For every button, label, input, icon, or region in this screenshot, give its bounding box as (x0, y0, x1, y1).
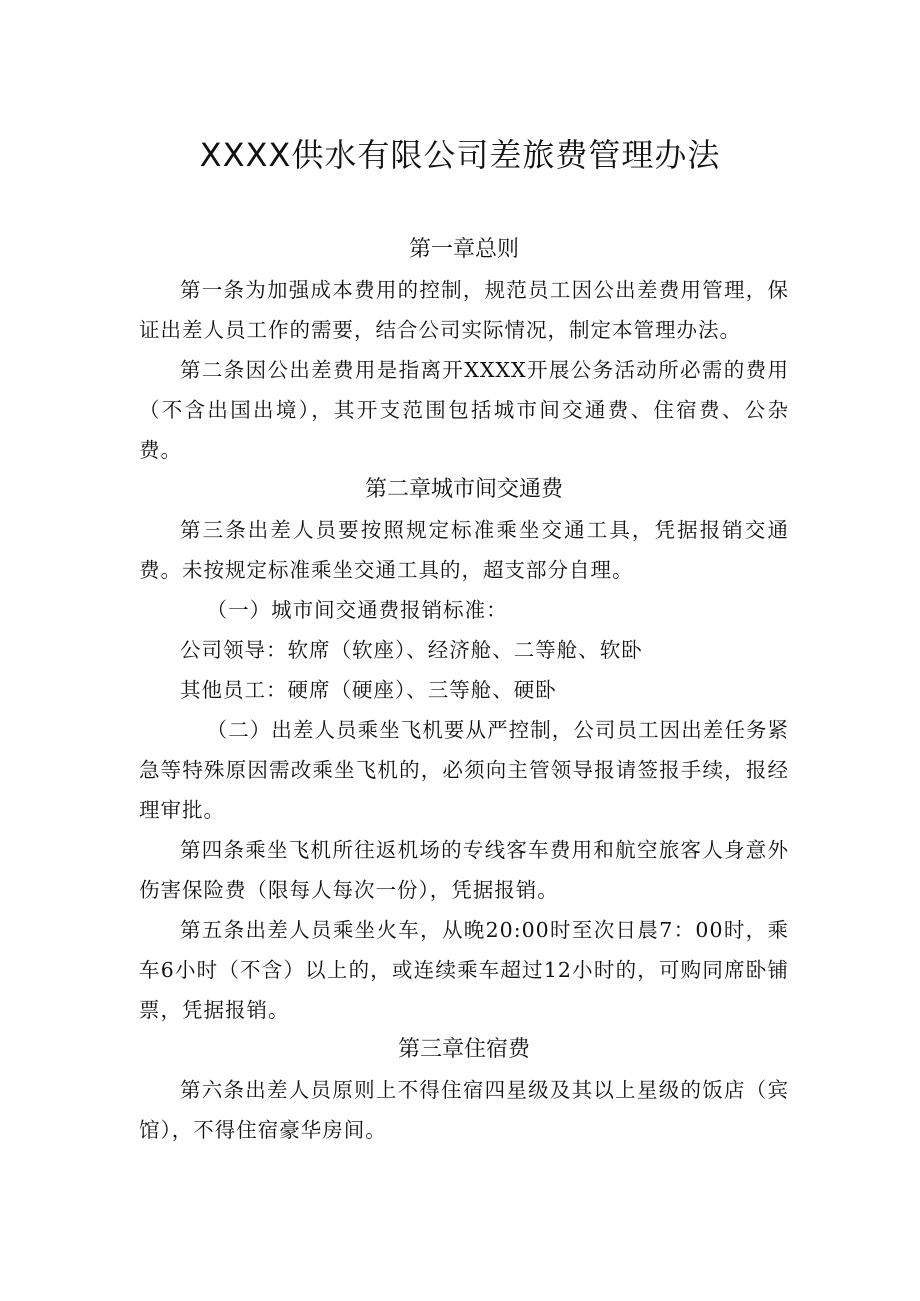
document-title: XXXX供水有限公司差旅费管理办法 (199, 136, 721, 174)
chapter-heading-2: 第二章城市间交通费 (364, 477, 563, 502)
article-3: 第三条出差人员要按照规定标准乘坐交通工具，凭据报销交通费。未按规定标准乘坐交通工具的，超支部分自理。 (139, 518, 789, 582)
transport-standard-heading: （一）城市间交通费报销标准： (206, 598, 508, 622)
document-body (139, 230, 789, 1150)
article-5: 第五条出差人员乘坐火车，从晚20:00时至次日晨7：00时，乘车6小时（不含）以上的，或连续乘车超过12小时的，可购同席卧铺票，凭据报销。 (139, 918, 789, 1022)
transport-standard-leaders: 公司领导：软席（软座）、经济舱、二等舱、软卧 (180, 638, 643, 662)
flight-control-clause: （二）出差人员乘坐飞机要从严控制，公司员工因出差任务紧急等特殊原因需改乘坐飞机的，必须向主管领导报请签报手续，报经理审批。 (139, 718, 789, 822)
article-2: 第二条因公出差费用是指离开XXXX开展公务活动所必需的费用（不含出国出境），其开支范围包括城市间交通费、住宿费、公杂费。 (139, 358, 789, 462)
article-1: 第一条为加强成本费用的控制，规范员工因公出差费用管理，保证出差人员工作的需要，结合公司实际情况，制定本管理办法。 (139, 278, 789, 342)
chapter-heading-1: 第一章总则 (408, 237, 519, 262)
chapter-heading-3: 第三章住宿费 (397, 1037, 530, 1062)
article-6: 第六条出差人员原则上不得住宿四星级及其以上星级的饭店（宾馆），不得住宿豪华房间。 (139, 1078, 789, 1142)
transport-standard-staff: 其他员工：硬席（硬座）、三等舱、硬卧 (180, 678, 557, 702)
article-4: 第四条乘坐飞机所往返机场的专线客车费用和航空旅客人身意外伤害保险费（限每人每次一份），凭据报销。 (139, 838, 789, 902)
